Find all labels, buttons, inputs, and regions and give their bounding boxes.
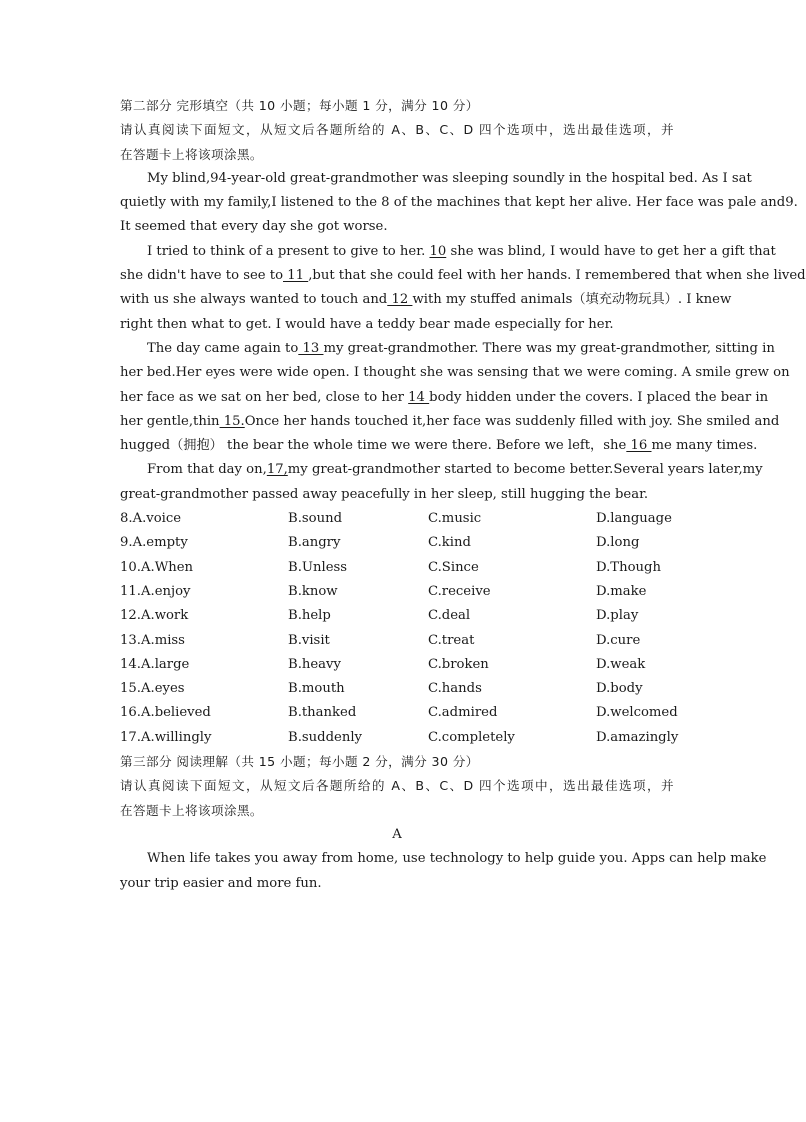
passage-text: with my stuffed animals（填充动物玩具）. I knew [412,292,732,308]
blank-15: 15. [219,413,245,429]
option-b: B.mouth [288,681,345,697]
part3-instruction-line2: 在答题卡上将该项涂黑。 [120,802,263,818]
option-d: D.weak [596,656,646,672]
passage-text: I tried to think of a present to give to her. [147,243,430,259]
option-c: C.hands [428,681,482,697]
passage-line [120,288,732,312]
option-b: B.visit [288,632,330,648]
passage-line: right then what to get. I would have a teddy bear made especially for her. [120,316,614,332]
blank-13: 13 [298,340,324,356]
blank-10: 10 [429,243,447,259]
option-a: 12.A.work [120,608,189,624]
part3-instruction-line1: 请认真阅读下面短文，从短文后各题所给的 A、B、C、D 四个选项中，选出最佳选项，并 [120,778,674,794]
passage-text: she didn't have to see to [120,268,284,284]
option-row [120,629,674,653]
option-b: B.suddenly [288,729,362,745]
passage-line: My blind,94-year-old great-grandmother was sleeping soundly in the hospital bed. As I sat [147,170,752,186]
passage-text: From that day on, [147,462,267,478]
option-d: D.amazingly [596,729,679,745]
option-c: C.treat [428,632,475,648]
options-table [120,507,679,750]
passage-line [120,337,775,361]
option-c: C.completely [428,729,515,745]
passage-text: Once her hands touched it,her face was suddenly filled with joy. She smiled and [244,413,780,429]
option-b: B.help [288,608,331,624]
option-row [120,531,674,555]
passage-text: my great-grandmother started to become better.Several years later,my [287,462,763,478]
option-a: 15.A.eyes [120,681,185,697]
passage-text: The day came again to [147,340,299,356]
passage-text: her gentle,thin [120,413,220,429]
passage-line [120,434,758,458]
option-d: D.Though [596,559,661,575]
option-row [120,604,674,628]
option-row [120,580,674,604]
blank-14: 14 [408,389,430,405]
part2-instruction-line1: 请认真阅读下面短文，从短文后各题所给的 A、B、C、D 四个选项中，选出最佳选项，并 [120,122,674,138]
option-row [120,507,674,531]
option-d: D.make [596,583,647,599]
passage-line: It seemed that every day she got worse. [120,219,388,235]
option-d: D.welcomed [596,705,678,721]
option-d: D.language [596,511,672,527]
part3-heading: 第三部分 阅读理解（共 15 小题；每小题 2 分，满分 30 分） [120,754,479,770]
passage-text: her face as we sat on her bed, close to her [120,389,409,405]
option-c: C.broken [428,656,489,672]
passage-line [120,264,806,288]
option-b: B.heavy [288,656,341,672]
blank-12: 12 [387,292,413,308]
blank-16: 16 [626,438,652,454]
option-a: 11.A.enjoy [120,583,191,599]
passage-line [120,240,776,264]
passage-text: with us she always wanted to touch and [120,292,388,308]
option-row [120,653,674,677]
option-b: B.sound [288,511,343,527]
passage-line [120,410,780,434]
option-b: B.Unless [288,559,348,575]
passage-text: she was blind, I would have to get her a gift that [446,243,776,259]
option-a: 16.A.believed [120,705,211,721]
passage-line [120,386,769,410]
option-c: C.deal [428,608,471,624]
option-row [120,556,674,580]
option-d: D.long [596,535,640,551]
option-d: D.play [596,608,639,624]
option-a: 14.A.large [120,656,190,672]
passage-line: quietly with my family,I listened to the 8 of the machines that kept her alive. Her face was pale and9. [120,195,798,211]
passage-line: great-grandmother passed away peacefully in her sleep, still hugging the bear. [120,486,649,502]
part2-instruction-line2: 在答题卡上将该项涂黑。 [120,146,263,162]
passage-text: hugged（拥抱） the bear the whole time we were there. Before we left，she [120,438,627,454]
option-b: B.thanked [288,705,357,721]
passage-text: body hidden under the covers. I placed the bear in [429,389,769,405]
option-a: 17.A.willingly [120,729,212,745]
passage-line [120,458,763,482]
section-label: A [392,826,402,842]
option-c: C.receive [428,583,491,599]
passage-text: my great-grandmother. There was my great-grandmother, sitting in [323,340,775,356]
passage-line: When life takes you away from home, use technology to help guide you. Apps can help make [147,851,767,867]
passage-text: me many times. [651,438,758,454]
blank-17: 17, [266,462,288,478]
option-a: 9.A.empty [120,535,188,551]
option-a: 13.A.miss [120,632,185,648]
option-c: C.Since [428,559,479,575]
option-c: C.admired [428,705,498,721]
option-row [120,726,679,750]
exam-page [120,94,806,896]
option-d: D.body [596,681,643,697]
option-a: 8.A.voice [120,511,182,527]
passage-text: ,but that she could feel with her hands. I remembered that when she lived [308,268,806,284]
option-row [120,701,678,725]
option-b: B.angry [288,535,341,551]
option-d: D.cure [596,632,641,648]
option-a: 10.A.When [120,559,194,575]
option-b: B.know [288,583,338,599]
option-row [120,677,674,701]
part2-heading: 第二部分 完形填空（共 10 小题；每小题 1 分，满分 10 分） [120,98,479,113]
blank-11: 11 [283,268,309,284]
option-c: C.music [428,511,482,527]
passage-line: your trip easier and more fun. [120,875,322,891]
passage-line: her bed.Her eyes were wide open. I thought she was sensing that we were coming. A smile grew on [120,365,790,381]
option-c: C.kind [428,535,471,551]
